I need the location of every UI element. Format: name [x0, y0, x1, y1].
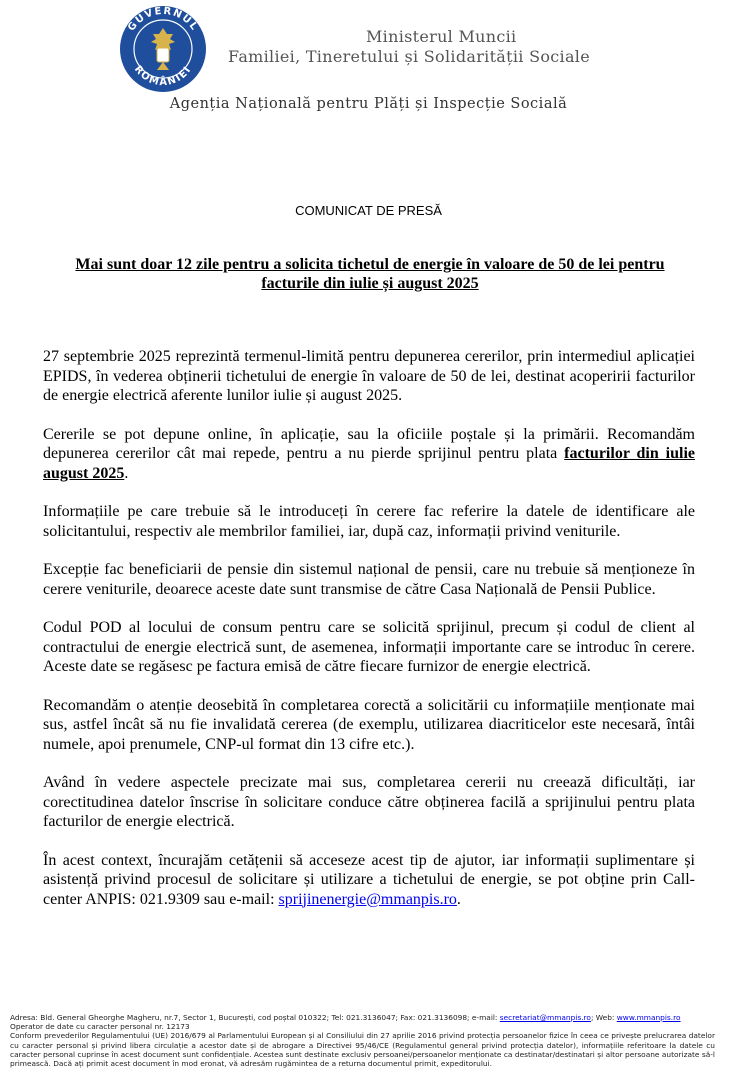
ministry-line-2: Familiei, Tineretului și Solidarității Sociale — [228, 47, 590, 66]
paragraph-2-end: . — [124, 464, 129, 482]
footer-address — [10, 1013, 715, 1022]
ministry-name — [228, 27, 648, 67]
support-email-link[interactable]: sprijinenergie@mmanpis.ro — [278, 890, 457, 908]
paragraph-2 — [43, 425, 695, 484]
document-body — [43, 347, 695, 928]
footer-gdpr: Conform prevederilor Regulamentului (UE) 2016/679 al Parlamentului European și al Consiliului din 27 aprilie 2016 privind protecția persoanelor fizice în ceea ce privește prelucrarea datelor cu caracter personal și privind libera circulație a acestor date și de abrogare a Directivei 95/46/CE (Regulamentul general privind protecția datelor), informațiile referitoare la datele cu caracter personal cuprinse în acest document sunt confidențiale. Acestea sunt destinate exclusiv persoanei/persoanelor menționate ca destinatar/destinatari și altor persoane autorizate să-l primească. Dacă ați primit acest document în mod eronat, vă adresăm rugămintea de a returna documentul primit, expeditorului. — [10, 1031, 715, 1069]
svg-text:GUVERNUL: GUVERNUL — [125, 5, 201, 34]
headline: Mai sunt doar 12 zile pentru a solicita tichetul de energie în valoare de 50 de lei pentru facturile din iulie și august 2025 — [75, 256, 665, 292]
press-release-label: COMUNICAT DE PRESĂ — [295, 203, 442, 218]
paragraph-8 — [43, 851, 695, 910]
paragraph-5: Codul POD al locului de consum pentru care se solicită sprijinul, precum și codul de client al contractului de energie electrică sunt, de asemenea, informații importante care se introduc în cerere. Aceste date se regăsesc pe factura emisă de către fiecare furnizor de energie electrică. — [43, 619, 695, 675]
footer — [10, 1013, 715, 1068]
agency-name: Agenția Națională pentru Plăți și Inspecție Socială — [169, 96, 568, 112]
paragraph-2-emphasis: facturilor din iulie august 2025 — [43, 445, 695, 482]
paragraph-3: Informațiile pe care trebuie să le introduceți în cerere fac referire la datele de identificare ale solicitantului, respectiv ale membrilor familiei, iar, după caz, informații privind veniturile. — [43, 503, 695, 540]
paragraph-6: Recomandăm o atenție deosebită în completarea corectă a solicitării cu informațiile menționate mai sus, astfel încât să nu fie invalidată cererea (de exemplu, utilizarea diacriticelor este necesară, întâi numele, apoi prenumele, CNP-ul format din 13 cifre etc.). — [43, 696, 695, 753]
government-emblem-logo — [118, 4, 208, 94]
paragraph-8-end: . — [456, 890, 461, 908]
footer-web-link[interactable]: www.mmanpis.ro — [616, 1013, 681, 1022]
footer-web-label: ; Web: — [590, 1013, 617, 1022]
footer-operator: Operator de date cu caracter personal nr. 12173 — [10, 1022, 190, 1032]
svg-text:ROMÂNIEI: ROMÂNIEI — [131, 63, 195, 89]
paragraph-8-text: În acest context, încurajăm cetățenii să acceseze acest tip de ajutor, iar informații suplimentare și asistență privind procesul de solicitare și utilizare a tichetului de energie, se pot obține prin Call-center ANPIS: 021.9309 sau e-mail: — [43, 851, 695, 908]
footer-address-text: Adresa: Bld. General Gheorghe Magheru, nr.7, Sector 1, București, cod poștal 010322; Tel: 021.3136047; Fax: 021.3136098; e-mail: — [10, 1013, 500, 1022]
paragraph-4: Excepție fac beneficiarii de pensie din sistemul național de pensii, care nu trebuie să menționeze în cerere veniturile, deoarece aceste date sunt transmise de către Casa Națională de Pensii Publice. — [43, 561, 695, 598]
paragraph-2-text: Cererile se pot depune online, în aplicație, sau la oficiile poștale și la primării. Recomandăm depunerea cererilor cât mai repede, pentru a nu pierde sprijinul pentru plata — [43, 425, 695, 462]
footer-email-link[interactable]: secretariat@mmanpis.ro — [499, 1013, 591, 1022]
ministry-line-1: Ministerul Muncii — [366, 27, 517, 46]
paragraph-7: Având în vedere aspectele precizate mai sus, completarea cererii nu creează dificultăți, iar corectitudinea datelor înscrise în solicitare conduce către obținerea facilă a sprijinului pentru plata facturilor de energie electrică. — [43, 774, 695, 830]
paragraph-1: 27 septembrie 2025 reprezintă termenul-limită pentru depunerea cererilor, prin intermediul aplicației EPIDS, în vederea obținerii tichetului de energie în valoare de 50 de lei, destinat acoperirii facturilor de energie electrică aferente lunilor iulie și august 2025. — [43, 348, 695, 404]
